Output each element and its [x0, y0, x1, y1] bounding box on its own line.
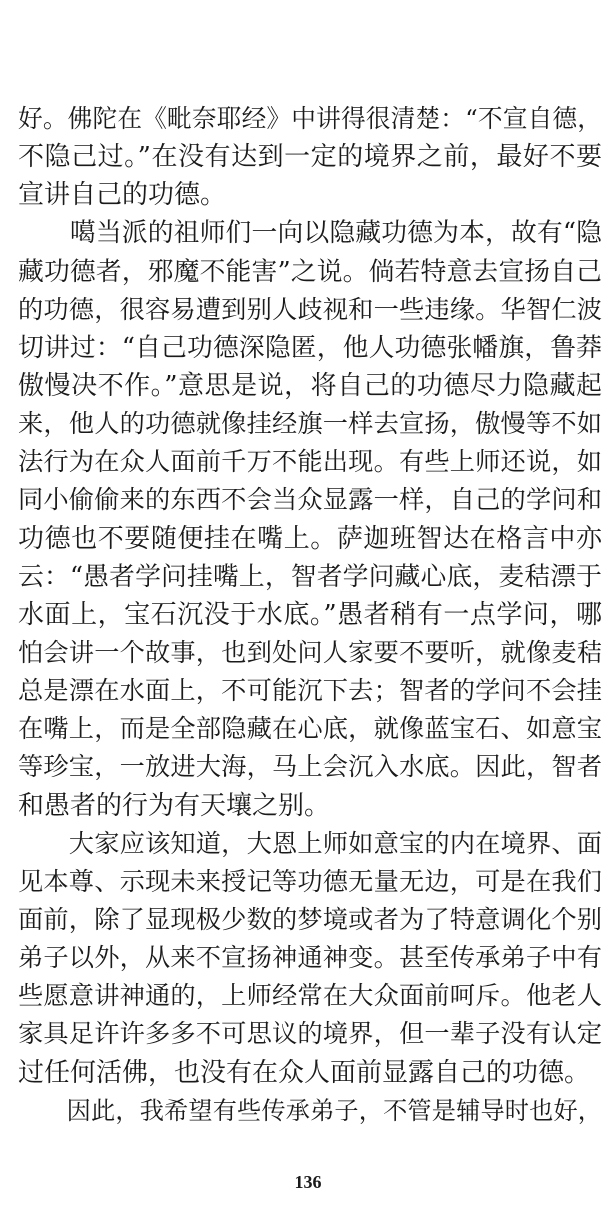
- text-line: 功德也不要随便挂在嘴上。萨迦班智达在格言中亦: [18, 523, 602, 554]
- text-line: 总是漂在水面上，不可能沉下去；智者的学问不会挂: [18, 676, 602, 706]
- text-line: 等珍宝，一放进大海，马上会沉入水底。因此，智者: [18, 752, 602, 782]
- text-line: 来，他人的功德就像挂经旗一样去宣扬，傲慢等不如: [18, 409, 602, 439]
- text-line: 和愚者的行为有天壤之别。: [18, 790, 331, 821]
- text-line: 切讲过：“自己功德深隐匿，他人功德张幡旗，鲁莽: [18, 332, 602, 363]
- text-line: 水面上，宝石沉没于水底。”愚者稍有一点学问，哪: [18, 599, 602, 630]
- text-line: 傲慢决不作。”意思是说，将自己的功德尽力隐藏起: [18, 370, 602, 401]
- text-line: 些愿意讲神通的，上师经常在大众面前呵斥。他老人: [18, 981, 602, 1011]
- text-line: 大家应该知道，大恩上师如意宝的内在境界、面: [18, 828, 602, 858]
- text-line: 面前，除了显现极少数的梦境或者为了特意调化个别: [18, 904, 602, 934]
- text-line: 好。佛陀在《毗奈耶经》中讲得很清楚：“不宣自德，: [18, 104, 602, 133]
- text-line: 云：“愚者学问挂嘴上，智者学问藏心底，麦秸漂于: [18, 561, 602, 592]
- text-line: 藏功德者，邪魔不能害”之说。倘若特意去宣扬自己: [18, 256, 602, 287]
- text-line: 因此，我希望有些传承弟子，不管是辅导时也好，: [18, 1096, 602, 1125]
- text-line: 见本尊、示现未来授记等功德无量无边，可是在我们: [18, 866, 602, 896]
- text-line: 怕会讲一个故事，也到处问人家要不要听，就像麦秸: [18, 637, 602, 667]
- text-line: 不隐己过。”在没有达到一定的境界之前，最好不要: [18, 142, 602, 173]
- text-line: 弟子以外，从来不宣扬神通神变。甚至传承弟子中有: [18, 943, 602, 973]
- text-line: 在嘴上，而是全部隐藏在心底，就像蓝宝石、如意宝: [18, 714, 602, 744]
- text-line: 法行为在众人面前千万不能出现。有些上师还说，如: [18, 447, 602, 477]
- page-number: 136: [294, 1172, 322, 1192]
- body-text: [18, 100, 602, 1130]
- text-line: 过任何活佛，也没有在众人面前显露自己的功德。: [18, 1057, 591, 1088]
- text-line: 的功德，很容易遭到别人歧视和一些违缘。华智仁波: [18, 294, 602, 324]
- text-line: 宣讲自己的功德。: [18, 180, 227, 211]
- text-line: 家具足许许多多不可思议的境界，但一辈子没有认定: [18, 1019, 602, 1049]
- text-line: 同小偷偷来的东西不会当众显露一样，自己的学问和: [18, 485, 602, 515]
- text-line: 噶当派的祖师们一向以隐藏功德为本，故有“隐: [18, 218, 602, 249]
